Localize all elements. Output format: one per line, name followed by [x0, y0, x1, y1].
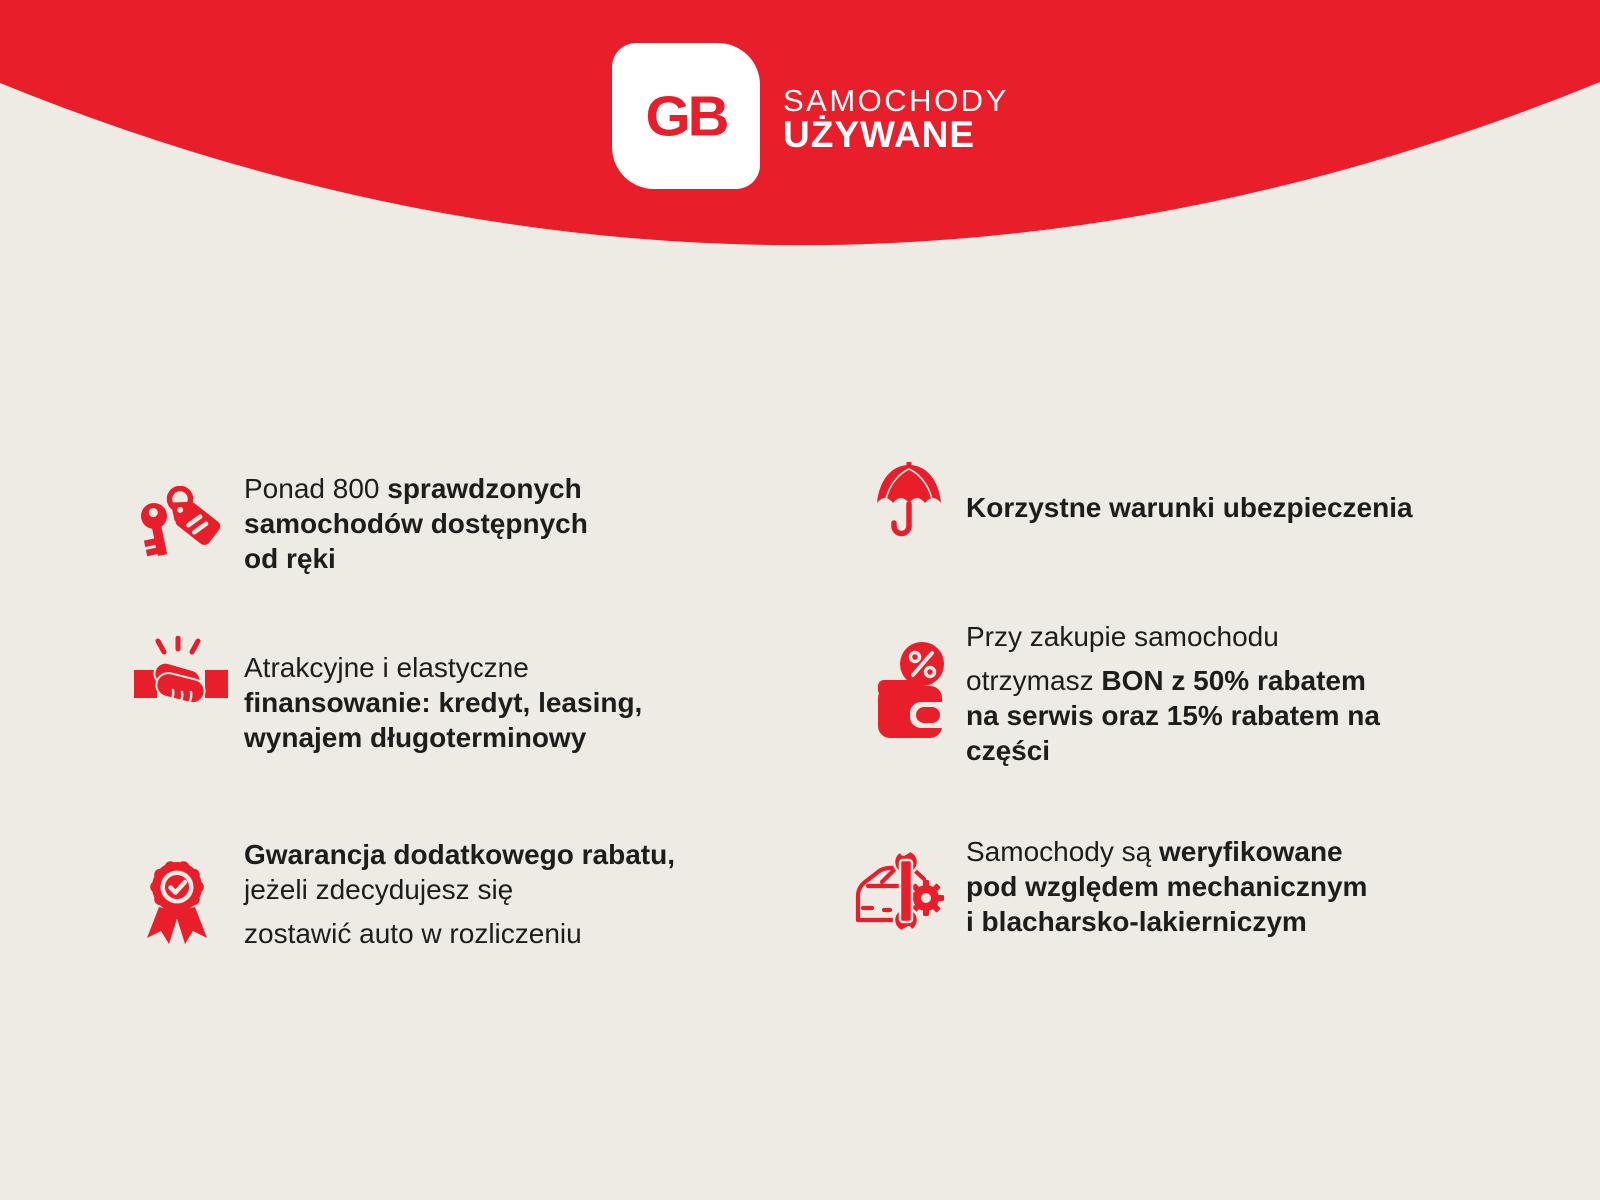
feature-text-line: Samochody są weryfikowane — [966, 836, 1343, 867]
feature-text-line: jeżeli zdecydujesz się — [244, 874, 514, 905]
feature-text-line: Gwarancja dodatkowego rabatu, — [244, 839, 675, 870]
feature-text-line: pod względem mechanicznym — [966, 871, 1368, 902]
car-service-icon — [854, 846, 948, 936]
handshake-icon — [134, 636, 228, 714]
feature-text-line: zostawić auto w rozliczeniu — [244, 918, 582, 949]
feature-text-line: od ręki — [244, 543, 336, 574]
logo-monogram: GB — [645, 84, 727, 148]
feature-text-line: finansowanie: kredyt, leasing, — [244, 687, 643, 718]
header-curve — [0, 0, 1600, 420]
feature-text-line: na serwis oraz 15% rabatem na — [966, 700, 1380, 731]
feature-text-line: części — [966, 735, 1051, 766]
key-tag-icon — [136, 486, 226, 558]
feature-text-line: Korzystne warunki ubezpieczenia — [966, 492, 1413, 523]
award-badge-icon — [144, 852, 210, 946]
feature-text — [966, 834, 1546, 939]
feature-text-line: wynajem długoterminowy — [244, 722, 587, 753]
feature-text-line: Przy zakupie samochodu — [966, 621, 1279, 652]
feature-text — [244, 650, 824, 755]
feature-text-line: samochodów dostępnych — [244, 508, 588, 539]
brand-name-line1: SAMOCHODY — [783, 83, 1009, 118]
feature-text — [244, 837, 824, 951]
feature-text — [966, 490, 1546, 525]
feature-text-line: otrzymasz BON z 50% rabatem — [966, 665, 1366, 696]
feature-text-line: i blacharsko-lakierniczym — [966, 906, 1307, 937]
feature-text — [966, 619, 1546, 768]
wallet-discount-icon — [870, 640, 950, 740]
feature-text-line: Atrakcyjne i elastyczne — [244, 652, 529, 683]
feature-text — [244, 471, 824, 576]
feature-text-line: Ponad 800 sprawdzonych — [244, 473, 582, 504]
brand-name-line2: UŻYWANE — [783, 114, 975, 155]
logo-tile — [612, 43, 760, 189]
umbrella-icon — [874, 462, 944, 542]
